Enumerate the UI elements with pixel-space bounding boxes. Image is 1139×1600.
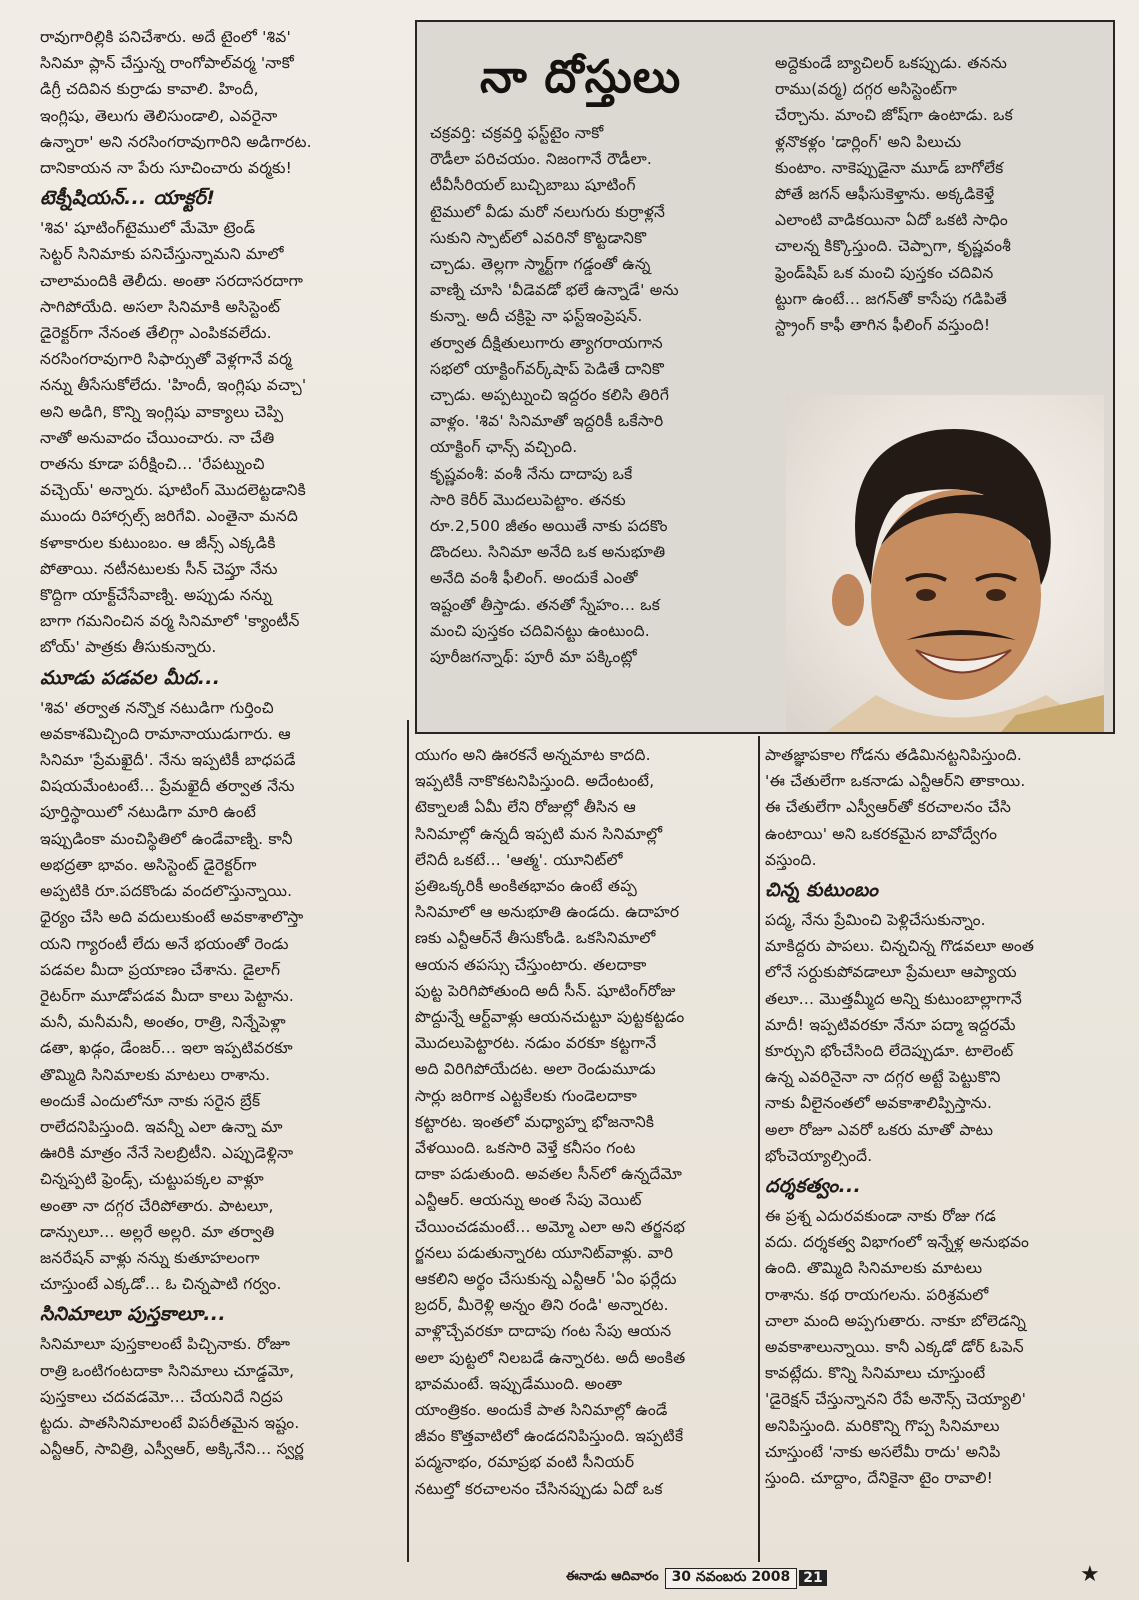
- portrait-photo: [786, 395, 1104, 732]
- column-left: [40, 24, 400, 1564]
- subheading-movies-books: సినిమాలూ పుస్తకాలూ...: [40, 1303, 226, 1326]
- column-middle: [415, 742, 750, 1562]
- footer-page-number: 21: [799, 1570, 826, 1586]
- col1-paragraph-1: రావుగారిల్లికి పనిచేశారు. అదే టైంలో 'శివ' సినిమా ప్లాన్ చేస్తున్న రాంగోపాల్‌వర్మ 'నాకో డిగ్రీ చదివిన కుర్రాడు కావాలి. హిందీ, ఇంగ్లిషు, తెలుగు తెలిసుండాలి, ఎవరైనా ఉన్నారా' అని నరసింగరావుగారిని అడిగారట. దానికాయన నా పేరు సూచించారు వర్మకు!: [40, 28, 312, 178]
- footer-date: 30 నవంబరు 2008: [665, 1568, 798, 1589]
- friend-purijagannath-cont: అద్దెకుండే బ్యాచిలర్ ఒకప్పుడు. తనను రాము(వర్మ) దగ్గర అసిస్టెంట్‌గా చేర్చాను. మాంచి జోష్‌గా ఉంటాడు. ఒక ళ్లనొకళ్లం 'డార్లింగ్' అని పిలుచు కుంటాం. నాకెప్పుడైనా మూడ్ బాగోలేక పోతే జగన్ ఆఫీసుకెళ్తాను. అక్కడికెళ్తే ఎలాంటి వాడికయినా ఏదో ఒకటి సాధిం చాలన్న కిక్కొస్తుంది. చెప్పాగా, కృష్ణవంశీ ఫ్రెండ్‌షిప్ ఒక మంచి పుస్తకం చదివిన ట్టుగా ఉంటే... జగన్‌తో కాసేపు గడిపితే స్ట్రాంగ్ కాఫీ తాగిన ఫీలింగ్ వస్తుంది!: [775, 54, 1013, 335]
- end-star-icon: ★: [1080, 1562, 1100, 1587]
- portrait-illustration: [786, 395, 1104, 732]
- col1-paragraph-4: సినిమాలూ పుస్తకాలంటే పిచ్చినాకు. రోజూ రాత్రి ఒంటిగంటదాకా సినిమాలు చూడ్డమో, పుస్తకాలు చదవడమో... చేయనిదే నిద్రప ట్టదు. పాతసినిమాలంటే విపరీతమైన ఇష్టం. ఎన్టీఆర్, సావిత్రి, ఎస్వీఆర్, అక్కినేని... స్వర్ణ: [40, 1335, 304, 1459]
- subheading-three-boats: మూడు పడవల మీద...: [40, 666, 221, 689]
- page-footer: [560, 1567, 827, 1589]
- friend-chakravarthi: చక్రవర్తి: చక్రవర్తి ఫస్ట్‌టైం నాకో రౌడీలా పరిచయం. నిజంగానే రౌడీలా. టీవీసీరియల్ బుచ్చిబాబు షూటింగ్ టైములో వీడు మరో నలుగురు కుర్రాళ్లనే సుకుని స్పాట్‌లో ఎవరినో కొట్టడానికొ చ్చాడు. తెల్లగా స్మార్ట్‌గా గడ్డంతో ఉన్న వాణ్ని చూసి 'వీడెవడో భలే ఉన్నాడే' అను కున్నా. అదీ చక్రిపై నా ఫస్ట్‌ఇంప్రెషన్. తర్వాత దీక్షితులుగారు త్యాగరాయగాన సభలో యాక్టింగ్‌వర్క్‌షాప్ పెడితే దానికొ చ్చాడు. అప్పట్నుంచి ఇద్దరం కలిసి తిరిగే వాళ్లం. 'శివ' సినిమాతో ఇద్దరికీ ఒకేసారి యాక్టింగ్ ఛాన్స్ వచ్చింది.: [430, 124, 679, 457]
- subheading-technician-actor: టెక్నీషియన్... యాక్టర్!: [40, 187, 216, 210]
- col1-paragraph-2: 'శివ' షూటింగ్‌టైములో మేమో ట్రెండ్ సెట్టర్ సినిమాకు పనిచేస్తున్నామని మాలో చాలామందికి తెలీదు. అంతా సరదాసరదాగా సాగిపోయేది. అసలా సినిమాకి అసిస్టెంట్ డైరెక్టర్‌గా నేనంత తేలిగ్గా ఎంపికవలేదు. నరసింగరావుగారి సిఫార్సుతో వెళ్లగానే వర్మ నన్ను తీసేసుకోలేదు. 'హిందీ, ఇంగ్లిషు వచ్చా' అని అడిగి, కొన్ని ఇంగ్లిషు వాక్యాలు చెప్పి నాతో అనువాదం చేయించారు. నా చేతి రాతను కూడా పరీక్షించి... 'రేపట్నుంచి వచ్చెయ్' అన్నారు. షూటింగ్ మొదలెట్టడానికి ముందు రిహార్సల్స్ జరిగేవి. ఎంతైనా మనది కళాకారుల కుటుంబం. ఆ జీన్స్ ఎక్కడికి పోతాయి. నటీనటులకు సీన్ చెప్తూ నేను కొద్దిగా యాక్ట్‌చేసేవాణ్ని. అప్పుడు నన్ను బాగా గమనించిన వర్మ సినిమాలో 'క్యాంటీన్ బోయ్' పాత్రకు తీసుకున్నారు.: [40, 219, 307, 657]
- subheading-small-family: చిన్న కుటుంబం: [765, 879, 879, 902]
- friends-box-title: నా దోస్తులు: [480, 50, 682, 103]
- col3-paragraph-1: పాతజ్ఞాపకాల గోడను తడిమినట్టనిపిస్తుంది. 'ఈ చేతులేగా ఒకనాడు ఎన్టీఆర్‌ని తాకాయి. ఈ చేతులేగా ఎస్వీఆర్‌తో కరచాలనం చేసి ఉంటాయి' అని ఒకరకమైన బావోద్వేగం వస్తుంది.: [765, 746, 1026, 869]
- footer-publication: ఈనాడు ఆదివారం: [566, 1569, 659, 1584]
- friends-box-right-text: [775, 50, 1105, 380]
- column-right: [765, 742, 1110, 1562]
- col1-paragraph-3: 'శివ' తర్వాత నన్నొక నటుడిగా గుర్తించి అవకాశమిచ్చింది రామానాయుడుగారు. ఆ సినిమా 'ప్రేమఖైదీ'. నేను ఇప్పటికీ బాధపడే విషయమేంటంటే... ప్రేమఖైదీ తర్వాత నేను పూర్తిస్థాయిలో నటుడిగా మారి ఉంటే ఇప్పుడింకా మంచిస్థితిలో ఉండేవాణ్ని. కానీ అభద్రతా భావం. అసిస్టెంట్ డైరెక్టర్‌గా అప్పటికి రూ.పదకొండు వందలొస్తున్నాయి. ధైర్యం చేసి అది వదులుకుంటే అవకాశాలొస్తా యని గ్యారంటీ లేదు అనే భయంతో రెండు పడవల మీదా ప్రయాణం చేశాను. డైలాగ్ రైటర్‌గా మూడోపడవ మీదా కాలు పెట్టాను. మనీ, మనీమనీ, అంతం, రాత్రి, నిన్నేపెళ్లా డతా, ఖడ్గం, డేంజర్... ఇలా ఇప్పటివరకూ తొమ్మిది సినిమాలకు మాటలు రాశాను. అందుకే ఎందులోనూ నాకు సరైన బ్రేక్ రాలేదనిపిస్తుంది. ఇవన్నీ ఎలా ఉన్నా మా ఊరికి మాత్రం నేనే సెలబ్రిటీని. ఎప్పుడెళ్లినా చిన్నప్పటి ఫ్రెండ్స్, చుట్టుపక్కల వాళ్లూ అంతా నా దగ్గర చేరిపోతారు. పాటలూ, డాన్సులూ... అల్లరే అల్లరి. మా తర్వాతి జనరేషన్ వాళ్లు నన్ను కుతూహలంగా చూస్తుంటే ఎక్కడో... ఓ చిన్నపాటి గర్వం.: [40, 698, 304, 1294]
- friend-purijagannath: పూరీజగన్నాథ్: పూరీ మా పక్కింట్లో: [430, 648, 637, 667]
- column-divider-right: [758, 736, 760, 1562]
- col3-paragraph-2: పద్మ, నేను ప్రేమించి పెళ్లిచేసుకున్నాం. మాకిద్దరు పాపలు. చిన్నచిన్న గొడవలూ అంత లోనే సర్దుకుపోవడాలూ ప్రేమలూ ఆప్యాయ తలూ... మొత్తమ్మీద అన్ని కుటుంబాల్లాగానే మాదీ! ఇప్పటివరకూ నేనూ పద్మా ఇద్దరమే కూర్చుని భోంచేసింది లేదెప్పుడూ. టాలెంట్ ఉన్న ఎవరినైనా నా దగ్గర అట్టే పెట్టుకొని నాకు వీలైనంతలో అవకాశాలిప్పిస్తాను. అలా రోజూ ఎవరో ఒకరు మాతో పాటు భోంచెయ్యాల్సిందే.: [765, 911, 1035, 1165]
- friends-box-left-text: [430, 120, 770, 730]
- column-divider-left: [407, 720, 409, 1562]
- friend-krishnavamsi: కృష్ణవంశీ: వంశీ నేను దాదాపు ఒకే సారి కెరీర్ మొదలుపెట్టాం. తనకు రూ.2,500 జీతం అయితే నాకు పదకొం డొందలు. సినిమా అనేది ఒక అనుభూతి అనేది వంశీ ఫీలింగ్. అందుకే ఎంతో ఇష్టంతో తీస్తాడు. తనతో స్నేహం... ఒక మంచి పుస్తకం చదివినట్టు ఉంటుంది.: [430, 464, 668, 640]
- subheading-direction: దర్శకత్వం...: [765, 1175, 862, 1198]
- col2-paragraph-1: యుగం అని ఊరకనే అన్నమాట కాదది. ఇప్పటికీ నాకొకటనిపిస్తుంది. అదేంటంటే, టెక్నాలజీ ఏమీ లేని రోజుల్లో తీసిన ఆ సినిమాల్లో ఉన్నదీ ఇప్పటి మన సినిమాల్లో లేనిదీ ఒకటే... 'ఆత్మ'. యూనిట్‌లో ప్రతిఒక్కరికీ అంకితభావం ఉంటే తప్ప సినిమాలో ఆ అనుభూతి ఉండదు. ఉదాహర ణకు ఎన్టీఆర్‌నే తీసుకోండి. ఒకసినిమాలో ఆయన తపస్సు చేస్తుంటారు. తలదాకా పుట్ట పెరిగిపోతుంది అదీ సీన్. షూటింగ్‌రోజు పొద్దున్నే ఆర్ట్‌వాళ్లు ఆయనచుట్టూ పుట్టకట్టడం మొదలుపెట్టారట. నడుం వరకూ కట్టగానే అది విరిగిపోయేదట. అలా రెండుమూడు సార్లు జరిగాక ఎట్టకేలకు గుండెలదాకా కట్టారట. ఇంతలో మధ్యాహ్న భోజనానికి వేళయింది. ఒకసారి వెళ్తే కనీసం గంట దాకా పడుతుంది. అవతల సీన్‌లో ఉన్నదేమో ఎన్టీఆర్. ఆయన్ను అంత సేపు వెయిట్ చేయించడమంటే... అమ్మో ఎలా అని తర్జనభ ర్జనలు పడుతున్నారట యూనిట్‌వాళ్లు. వారి ఆకలిని అర్థం చేసుకున్న ఎన్టీఆర్ 'ఏం ఫర్లేదు బ్రదర్, మీరెళ్లి అన్నం తిని రండి' అన్నారట. వాళ్లొచ్చేవరకూ దాదాపు గంట సేపు ఆయన అలా పుట్టలో నిలబడే ఉన్నారట. అదీ అంకిత భావమంటే. ఇప్పుడేముంది. అంతా యాంత్రికం. అందుకే పాత సినిమాల్లో ఉండే జీవం కొత్తవాటిలో ఉండదనిపిస్తుంది. ఇప్పటికే పద్మనాభం, రమాప్రభ వంటి సీనియర్ నటుల్తో కరచాలనం చేసినప్పుడు ఏదో ఒక: [415, 746, 686, 1498]
- col3-paragraph-3: ఈ ప్రశ్న ఎదురవకుండా నాకు రోజు గడ వదు. దర్శకత్వ విభాగంలో ఇన్నేళ్ల అనుభవం ఉంది. తొమ్మిది సినిమాలకు మాటలు రాశాను. కథ రాయగలను. పరిశ్రమలో చాలా మంది అప్పగుతారు. నాకూ బోలెడన్ని అవకాశాలున్నాయి. కానీ ఎక్కడో డోర్ ఓపెన్ కావట్లేదు. కొన్ని సినిమాలు చూస్తుంటే 'డైరెక్షన్ చేస్తున్నానని రేపే అనౌన్స్ చెయ్యాలి' అనిపిస్తుంది. మరికొన్ని గొప్ప సినిమాలు చూస్తుంటే 'నాకు అసలేమీ రాదు' అనిపి స్తుంది. చూద్దాం, దేనికైనా టైం రావాలి!: [765, 1207, 1030, 1488]
